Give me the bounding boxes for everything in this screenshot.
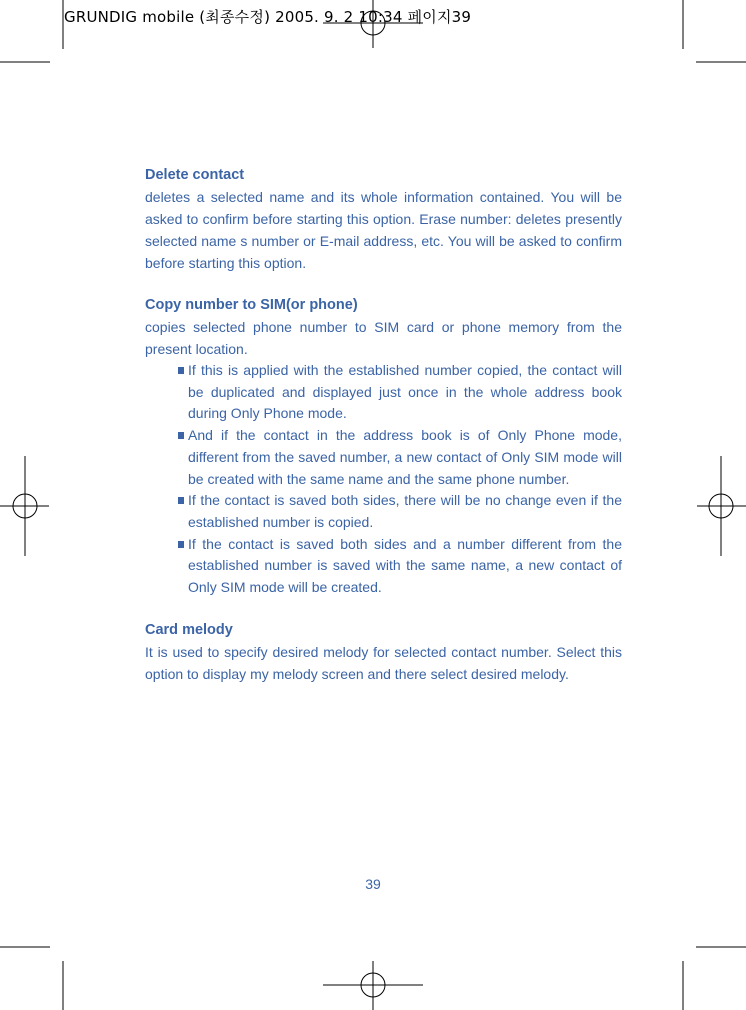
registration-mark-bottom: [323, 961, 423, 1010]
section-body-delete-contact: deletes a selected name and its whole information contained. You will be asked to confirm before starting this option. Erase number: deletes presently selected name s number or E-mail address, etc. You will be asked to confirm before starting this option.: [145, 189, 622, 271]
section-body-card-melody: It is used to specify desired melody for selected contact number. Select this option to display my melody screen and there select desired melody.: [145, 643, 622, 682]
square-bullet-icon: [178, 541, 184, 548]
section-heading-delete-contact: Delete contact: [145, 167, 245, 183]
list-item: If the contact is saved both sides and a number different from the established number is saved with the same name, a new contact of Only SIM mode will be created.: [188, 534, 622, 599]
registration-mark-right: [697, 456, 746, 556]
page-content: [145, 164, 622, 685]
section-heading-copy-number: Copy number to SIM(or phone): [145, 297, 358, 313]
square-bullet-icon: [178, 367, 184, 374]
square-bullet-icon: [178, 497, 184, 504]
copy-number-notes: [145, 360, 622, 599]
list-item: If this is applied with the established number copied, the contact will be duplicated and displayed just once in the whole address book during Only Phone mode.: [188, 360, 622, 425]
print-slug-header: GRUNDIG mobile (최종수정) 2005. 9. 2 10:34 페이지39: [64, 8, 472, 26]
registration-mark-left: [0, 456, 49, 556]
square-bullet-icon: [178, 432, 184, 439]
list-item: And if the contact in the address book is of Only Phone mode, different from the saved number, a new contact of Only SIM mode will be created with the same name and the same phone number.: [188, 425, 622, 490]
section-heading-card-melody: Card melody: [145, 621, 233, 638]
page-number: 39: [365, 876, 381, 892]
list-item: If the contact is saved both sides, there will be no change even if the established number is copied.: [188, 490, 622, 533]
section-body-copy-number: copies selected phone number to SIM card or phone memory from the present location.: [145, 319, 622, 357]
